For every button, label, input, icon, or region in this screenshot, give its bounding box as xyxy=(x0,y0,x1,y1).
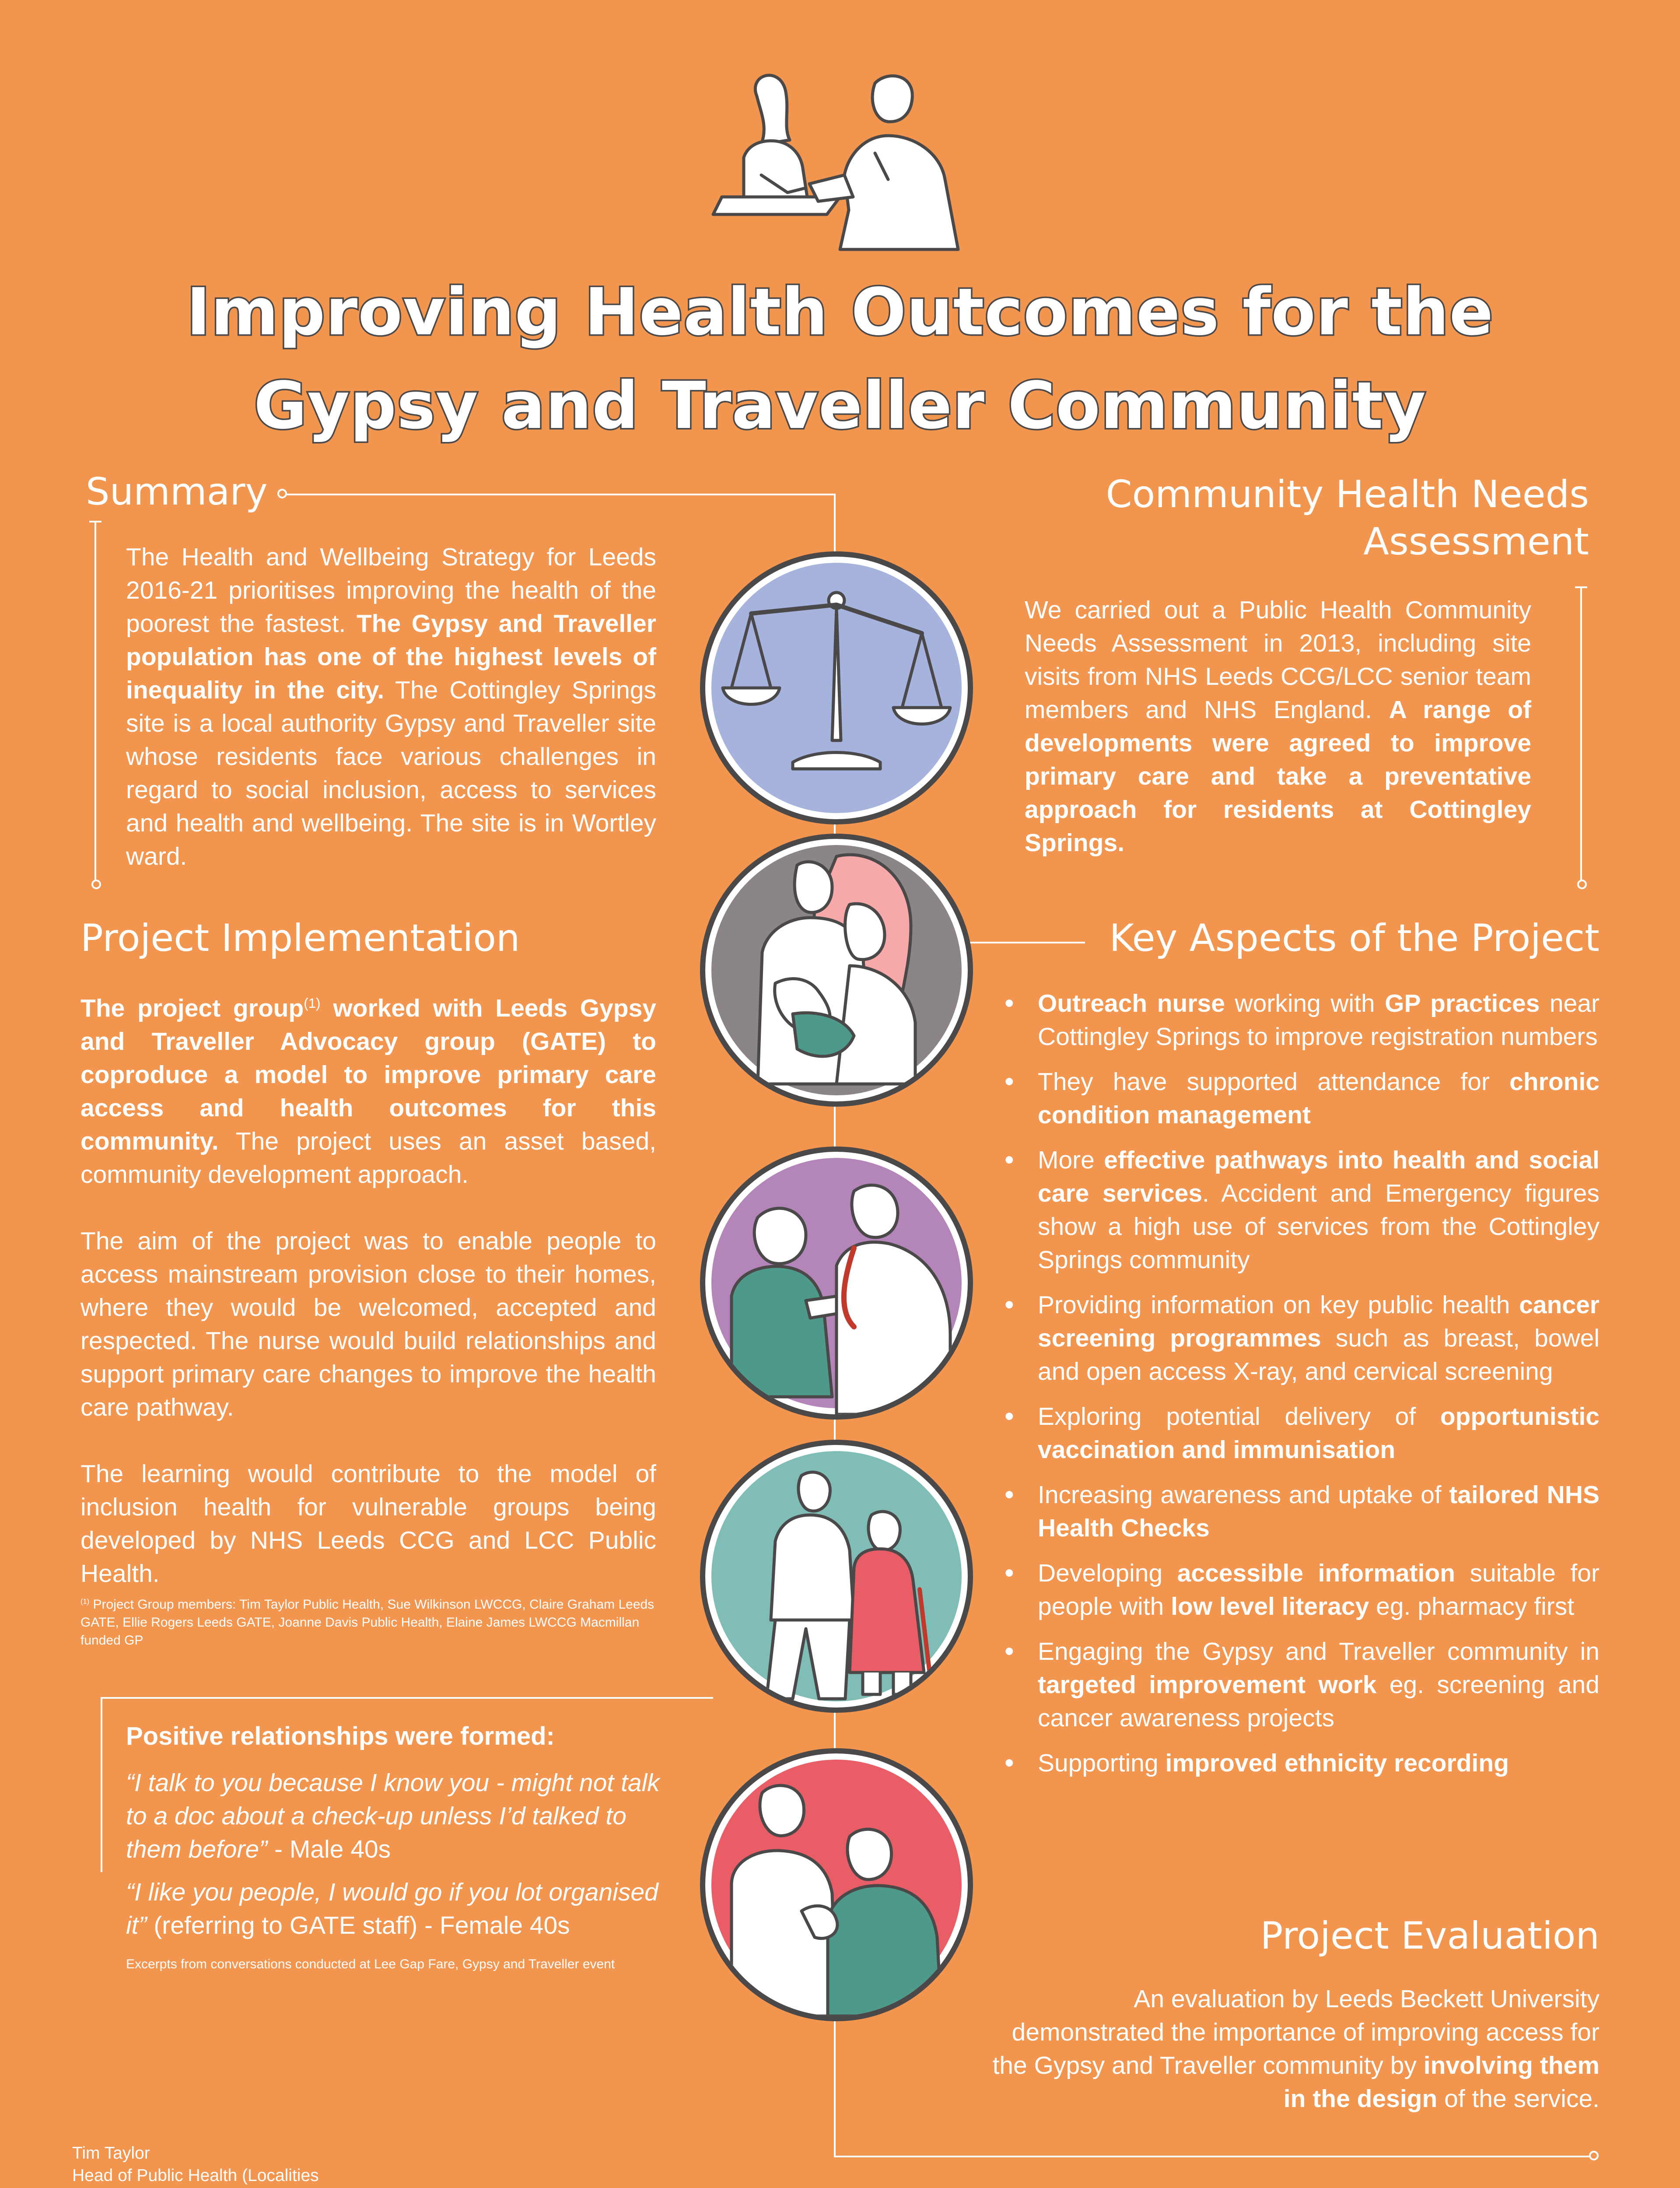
quote-1 xyxy=(126,1766,673,1866)
mother-baby-icon xyxy=(705,839,968,1101)
contact-role-1: Head of Public Health (Localities xyxy=(72,2166,319,2185)
elderly-couple-circle xyxy=(700,1440,973,1713)
key-aspect-text: eg. screening and cancer awareness projects xyxy=(1038,1671,1600,1732)
elderly-couple-icon xyxy=(705,1445,968,1708)
implementation-bold-b: worked with Leeds Gypsy and Traveller Advocacy group (GATE) to coproduce a model to improve primary care access and health outcomes for this community. xyxy=(80,994,657,1155)
summary-line xyxy=(94,521,96,884)
footnote-sup: (1) xyxy=(80,1598,90,1606)
chna-heading-line-1: Community Health Needs xyxy=(1106,473,1589,516)
implementation-p1 xyxy=(80,987,656,1191)
key-aspect-text: eg. pharmacy first xyxy=(1369,1592,1575,1620)
key-aspect-item xyxy=(1002,1746,1600,1780)
implementation-sup: (1) xyxy=(304,996,321,1011)
chna-text xyxy=(1025,593,1531,859)
summary-line-dot xyxy=(91,880,101,889)
chna-text-plain: We carried out a Public Health Community Needs Assessment in 2013, including site visits from NHS Leeds CCG/LCC senior team members and NHS England. xyxy=(1025,596,1531,724)
summary-text-bold: The Gypsy and Traveller population has one of the highest levels of inequality in the city. xyxy=(126,610,656,704)
relationships-connector xyxy=(101,1697,713,1699)
title-line-2: Gypsy and Traveller Community xyxy=(254,368,1426,443)
evaluation-connector xyxy=(834,2156,1590,2157)
quote-1-text: “I talk to you because I know you - might not talk to a doc about a check-up unless I’d talked to them before” xyxy=(126,1769,660,1863)
excerpts-note: Excerpts from conversations conducted at Lee Gap Fare, Gypsy and Traveller event xyxy=(126,1957,615,1971)
page-title xyxy=(0,269,1680,449)
scales-circle xyxy=(700,551,973,824)
key-aspect-text: Developing xyxy=(1038,1559,1177,1587)
relationships-heading: Positive relationships were formed: xyxy=(126,1722,555,1750)
header-illustration xyxy=(696,66,976,254)
key-aspects-list-wrap xyxy=(1002,987,1600,1792)
relationships-block xyxy=(126,1720,673,1973)
key-aspect-text: accessible information xyxy=(1177,1559,1456,1587)
key-aspects-list xyxy=(1002,987,1600,1780)
key-aspect-item xyxy=(1002,1635,1600,1735)
implementation-bold-a: The project group xyxy=(80,994,304,1022)
key-aspect-text: Engaging the Gypsy and Traveller community in xyxy=(1038,1637,1600,1666)
footnote-text: Project Group members: Tim Taylor Public Health, Sue Wilkinson LWCCG, Claire Graham Leeds GATE, Ellie Rogers Leeds GATE, Joanne Davis Public Health, Elaine James LWCCG Macmillan funded GP xyxy=(80,1597,654,1648)
key-aspect-item xyxy=(1002,1478,1600,1545)
contact-name: Tim Taylor xyxy=(72,2144,150,2163)
quote-1-attribution: - Male 40s xyxy=(267,1835,391,1863)
summary-text-b: The Cottingley Springs site is a local authority Gypsy and Traveller site whose residents face various challenges in regard to social inclusion, access to services and health and wellbeing. The site is in Wortley ward. xyxy=(126,676,656,870)
implementation-p2: The aim of the project was to enable people to access mainstream provision close to their homes, where they would be welcomed, accepted and respected. The nurse would build relationships and support primary care changes to improve the health care pathway. xyxy=(80,1227,656,1421)
key-aspect-text: Providing information on key public health xyxy=(1038,1291,1519,1319)
doctor-child-circle xyxy=(700,1147,973,1420)
key-aspect-text: near Cottingley Springs to improve registration numbers xyxy=(1038,989,1600,1051)
contact-block xyxy=(72,2142,319,2188)
key-aspect-text: More xyxy=(1038,1146,1104,1174)
key-aspect-item xyxy=(1002,1065,1600,1132)
evaluation-text-bold: involving them in the design xyxy=(1283,2051,1600,2113)
key-aspect-text: low level literacy xyxy=(1171,1592,1369,1620)
key-aspect-text: effective pathways into health and social care services xyxy=(1038,1146,1600,1207)
summary-text xyxy=(126,540,656,873)
key-aspect-item xyxy=(1002,1288,1600,1388)
summary-connector xyxy=(285,494,835,495)
quote-2-text: “I like you people, I would go if you lot organised it” xyxy=(126,1878,658,1939)
key-aspect-text: Outreach nurse xyxy=(1038,989,1225,1017)
evaluation-text-a: An evaluation by Leeds Beckett University demonstrated the importance of improving access for the Gypsy and Traveller community by xyxy=(992,1985,1600,2079)
footnote xyxy=(80,1593,658,1649)
doctor-child-icon xyxy=(705,1152,968,1414)
implementation-text xyxy=(80,987,656,1590)
carer-patient-circle xyxy=(700,1748,973,2021)
key-aspect-text: They have supported attendance for xyxy=(1038,1068,1510,1096)
evaluation-text xyxy=(989,1982,1600,2115)
key-aspect-item xyxy=(1002,1143,1600,1276)
evaluation-heading: Project Evaluation xyxy=(1260,1914,1600,1958)
people-at-laptop-icon xyxy=(696,66,976,254)
key-aspect-text: working with xyxy=(1225,989,1385,1017)
title-line-1: Improving Health Outcomes for the xyxy=(186,274,1494,350)
key-aspect-text: chronic condition management xyxy=(1038,1068,1600,1129)
chna-heading-line-2: Assessment xyxy=(1363,520,1589,564)
key-aspect-text: . Accident and Emergency figures show a high use of services from the Cottingley Springs community xyxy=(1038,1179,1600,1274)
key-aspect-text: Increasing awareness and uptake of xyxy=(1038,1481,1449,1509)
implementation-rest: The project uses an asset based, community development approach. xyxy=(80,1127,656,1189)
chna-line xyxy=(1580,586,1582,884)
key-aspect-item xyxy=(1002,987,1600,1053)
summary-connector-dot xyxy=(277,489,287,498)
summary-heading: Summary xyxy=(86,470,268,514)
key-aspect-text: improved ethnicity recording xyxy=(1165,1749,1509,1777)
chna-line-dot xyxy=(1577,880,1587,889)
key-aspect-text: Exploring potential delivery of xyxy=(1038,1403,1440,1431)
evaluation-connector-dot xyxy=(1589,2151,1599,2160)
key-aspect-text: GP practices xyxy=(1385,989,1540,1017)
key-aspect-text: targeted improvement work xyxy=(1038,1671,1377,1699)
chna-heading xyxy=(1006,471,1589,565)
key-aspect-text: such as breast, bowel and open access X-ray, and cervical screening xyxy=(1038,1324,1600,1385)
key-aspects-connector xyxy=(962,942,1085,943)
key-aspect-text: suitable for people with xyxy=(1038,1559,1600,1620)
carer-patient-icon xyxy=(705,1753,968,2016)
relationships-connector-left xyxy=(101,1697,102,1872)
mother-baby-circle xyxy=(700,834,973,1107)
key-aspect-text: cancer screening programmes xyxy=(1038,1291,1600,1352)
summary-text-a: The Health and Wellbeing Strategy for Leeds 2016-21 prioritises improving the health of the poorest the fastest. xyxy=(126,543,656,638)
implementation-p3: The learning would contribute to the model of inclusion health for vulnerable groups being developed by NHS Leeds CCG and LCC Public Health. xyxy=(80,1460,656,1588)
scales-icon xyxy=(705,557,968,819)
key-aspect-text: tailored NHS Health Checks xyxy=(1038,1481,1600,1542)
key-aspect-text: opportunistic vaccination and immunisation xyxy=(1038,1403,1600,1464)
evaluation-text-b: of the service. xyxy=(1437,2085,1600,2113)
implementation-heading: Project Implementation xyxy=(80,916,520,960)
key-aspect-text: Supporting xyxy=(1038,1749,1166,1777)
key-aspect-item xyxy=(1002,1400,1600,1466)
key-aspects-heading: Key Aspects of the Project xyxy=(1109,916,1600,960)
quote-2-attribution: (referring to GATE staff) - Female 40s xyxy=(147,1911,570,1939)
key-aspect-item xyxy=(1002,1557,1600,1623)
quote-2 xyxy=(126,1876,673,1942)
chna-text-bold: A range of developments were agreed to improve primary care and take a preventative approach for residents at Cottingley Springs. xyxy=(1025,696,1531,857)
